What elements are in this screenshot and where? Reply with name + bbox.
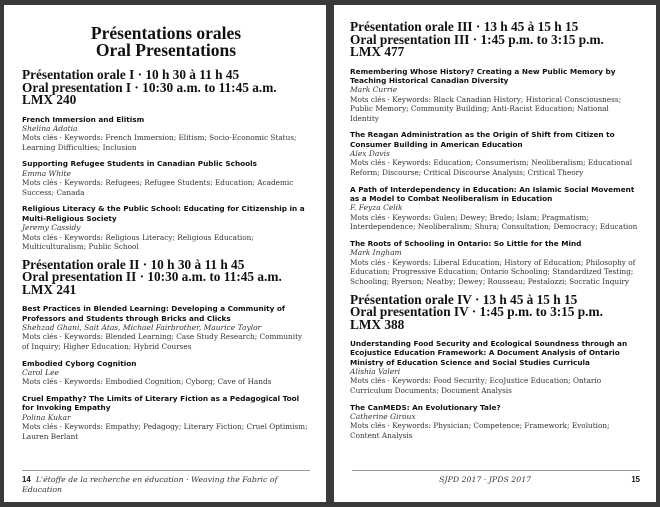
session-heading-fr: Présentation orale I · 10 h 30 à 11 h 45: [22, 67, 240, 82]
paper-entry: [350, 403, 640, 441]
left-page: [4, 5, 326, 502]
paper-authors: Alex Davis: [350, 148, 390, 158]
page-title: [22, 25, 310, 59]
session-heading-en: Oral presentation II · 10:30 a.m. to 11:45 a.m.: [22, 269, 282, 285]
paper-title: The CanMEDS: An Evolutionary Tale?: [350, 402, 501, 412]
paper-title: Remembering Whose History? Creating a New Public Memory by Teaching Historical Canadian Diversity: [350, 66, 616, 85]
page-title-fr: Présentations orales: [90, 23, 242, 43]
paper-title: Best Practices in Blended Learning: Developing a Community of Professors and Students through Bricks and Clicks: [22, 304, 286, 323]
paper-entry: [350, 339, 640, 396]
page-footer: [22, 470, 310, 495]
page-title-en: Oral Presentations: [95, 40, 237, 60]
paper-entry: [350, 130, 640, 177]
paper-entry: [22, 359, 310, 387]
paper-keywords: Mots clés · Keywords: Embodied Cognition; Cyborg; Cave of Hands: [22, 377, 272, 387]
paper-authors: Emma White: [22, 168, 71, 178]
paper-title: French Immersion and Elitism: [22, 114, 145, 124]
paper-keywords: Mots clés · Keywords: Religious Literacy; Religious Education; Multiculturalism; Public School: [22, 232, 254, 252]
paper-authors: F. Feyza Celik: [350, 203, 403, 213]
session-heading: [350, 291, 640, 332]
session-room: LMX 241: [22, 281, 77, 297]
paper-authors: Mark Ingham: [350, 248, 402, 258]
paper-authors: Mark Currie: [350, 85, 398, 95]
paper-title: Supporting Refugee Students in Canadian Public Schools: [22, 159, 258, 169]
paper-keywords: Mots clés · Keywords: Empathy; Pedagogy; Literary Fiction; Cruel Optimism; Lauren Berlant: [22, 422, 308, 441]
paper-keywords: Mots clés · Keywords: Gulen; Dewey; Bredo; Islam; Pragmatism; Interdependence; Neoliberalism; Shura; Consultation; Democracy; Education: [350, 212, 638, 232]
paper-authors: Catherine Giroux: [350, 411, 416, 421]
paper-keywords: Mots clés · Keywords: Education; Consumerism; Neoliberalism; Educational Reform; Discourse; Critical Discourse Analysis; Critical Theory: [350, 158, 633, 178]
paper-entry: [22, 394, 310, 441]
paper-entry: [22, 204, 310, 251]
session-heading-en: Oral presentation IV · 1:45 p.m. to 3:15 p.m.: [350, 304, 603, 320]
paper-keywords: Mots clés · Keywords: Refugees; Refugee Students; Education; Academic Success; Canada: [22, 178, 294, 197]
paper-authors: Shelina Adatia: [22, 123, 78, 133]
session-oral-4: [350, 291, 640, 441]
paper-entry: [22, 304, 310, 351]
paper-authors: Carol Lee: [22, 367, 59, 377]
paper-keywords: Mots clés · Keywords: Food Security; EcoJustice Education; Ontario Curriculum Documents; Document Analysis: [350, 376, 602, 395]
paper-authors: Polina Kukar: [22, 412, 71, 422]
footer-text: L'étoffe de la recherche en éducation · Weaving the Fabric of Education: [22, 475, 278, 494]
session-heading-fr: Présentation orale IV · 13 h 45 à 15 h 15: [350, 291, 578, 307]
paper-title: The Roots of Schooling in Ontario: So Little for the Mind: [350, 238, 582, 248]
paper-keywords: Mots clés · Keywords: Blended Learning; Case Study Research; Community of Inquiry; Higher Education; Hybrid Courses: [22, 332, 303, 351]
paper-entry: [350, 185, 640, 232]
paper-authors: Alishia Valeri: [350, 366, 401, 376]
paper-title: Understanding Food Security and Ecological Soundness through an Ecojustice Education Framework: A Document Analysis of Ontario Ministry of Education Science and Social Studies Curricula: [350, 339, 628, 367]
paper-title: Religious Literacy & the Public School: Educating for Citizenship in a Multi-Religious Society: [22, 204, 305, 223]
paper-authors: Jeremy Cassidy: [22, 223, 81, 233]
paper-keywords: Mots clés · Keywords: Physician; Competence; Framework; Evolution; Content Analysis: [350, 421, 610, 440]
right-page: [334, 5, 656, 502]
session-heading: [350, 21, 640, 59]
session-oral-1: [22, 69, 310, 252]
session-room: LMX 477: [350, 44, 405, 59]
session-heading-fr: Présentation orale III · 13 h 45 à 15 h 15: [350, 19, 579, 34]
session-heading: [22, 256, 310, 297]
page-number: 15: [631, 475, 640, 484]
session-room: LMX 240: [22, 92, 77, 107]
footer-text: SJPD 2017 · JPDS 2017: [439, 475, 532, 484]
session-heading: [22, 69, 310, 107]
paper-authors: Shehzad Ghani, Sait Atas, Michael Fairbrother, Maurice Taylor: [22, 322, 262, 332]
session-heading-fr: Présentation orale II · 10 h 30 à 11 h 45: [22, 256, 245, 272]
session-heading-en: Oral presentation III · 1:45 p.m. to 3:15 p.m.: [350, 31, 604, 47]
paper-title: A Path of Interdependency in Education: An Islamic Social Movement as a Model to Combat Neoliberalism in Education: [350, 184, 635, 203]
session-oral-3: [350, 21, 640, 287]
session-heading-en: Oral presentation I · 10:30 a.m. to 11:45 a.m.: [22, 79, 277, 95]
paper-title: The Reagan Administration as the Origin of Shift from Citizen to Consumer Building in American Education: [350, 130, 615, 149]
paper-entry: [22, 115, 310, 153]
session-oral-2: [22, 256, 310, 441]
paper-title: Cruel Empathy? The Limits of Literary Fiction as a Pedagogical Tool for Invoking Empathy: [22, 393, 300, 413]
page-footer: [352, 470, 640, 485]
paper-keywords: Mots clés · Keywords: Black Canadian History; Historical Consciousness; Public Memory; Community Building; Anti-Racist Education; National Identity: [350, 94, 622, 123]
session-room: LMX 388: [350, 316, 405, 332]
paper-keywords: Mots clés · Keywords: French Immersion; Elitism; Socio-Economic Status; Learning Difficulties; Inclusion: [22, 133, 297, 152]
paper-entry: [22, 159, 310, 197]
page-number: 14: [22, 475, 31, 484]
paper-title: Embodied Cyborg Cognition: [22, 358, 137, 368]
paper-entry: [350, 67, 640, 124]
paper-keywords: Mots clés · Keywords: Liberal Education; History of Education; Philosophy of Education; Progressive Education; Ontario Schooling; Standardized Testing; Schooling; Ryerson; Neatby; Dewey; Rousseau; Pestalozzi; Socratic Inquiry: [350, 257, 636, 286]
paper-entry: [350, 239, 640, 287]
